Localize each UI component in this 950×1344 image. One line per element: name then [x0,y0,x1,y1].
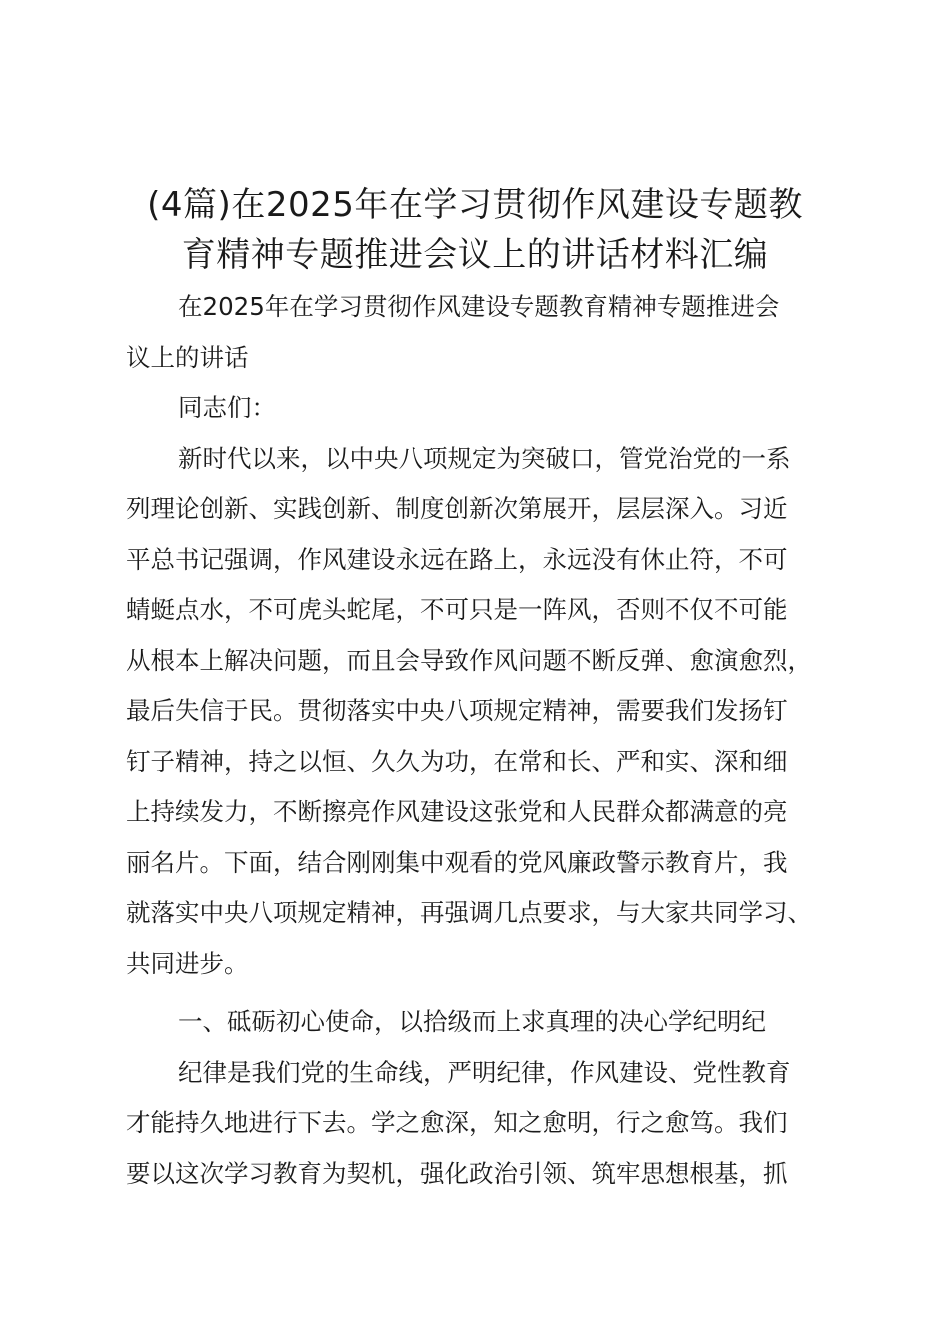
paragraph-line: 才能持久地进行下去。学之愈深，知之愈明，行之愈笃。我们 [126,1108,788,1137]
paragraph-line: 就落实中央八项规定精神，再强调几点要求，与大家共同学习、 [126,898,812,927]
salutation: 同志们： [178,393,276,422]
section-spacer [126,989,836,997]
paragraph-line: 蜻蜓点水，不可虎头蛇尾，不可只是一阵风，否则不仅不可能 [126,595,788,624]
document-body [126,282,836,1199]
paragraph-line: 钉子精神，持之以恒、久久为功，在常和长、严和实、深和细 [126,746,788,776]
paragraph-line: 新时代以来，以中央八项规定为突破口，管党治党的一系 [178,443,791,473]
subtitle-line-2: 议上的讲话 [126,342,249,372]
paragraph-line: 丽名片。下面，结合刚刚集中观看的党风廉政警示教育片，我 [126,847,788,877]
title-line-1: (4篇)在2025年在学习贯彻作风建设专题教 [147,185,803,225]
paragraph-line: 上持续发力，不断擦亮作风建设这张党和人民群众都满意的亮 [126,797,788,826]
document-title [100,180,850,280]
paragraph-line: 从根本上解决问题，而且会导致作风问题不断反弹、愈演愈烈， [126,645,812,675]
paragraph-line: 要以这次学习教育为契机，强化政治引领、筑牢思想根基，抓 [126,1158,788,1188]
title-line-2: 育精神专题推进会议上的讲话材料汇编 [181,235,769,275]
subtitle-line-1: 在2025年在学习贯彻作风建设专题教育精神专题推进会 [178,292,780,321]
paragraph-line: 纪律是我们党的生命线，严明纪律，作风建设、党性教育 [178,1057,791,1087]
paragraph-line: 列理论创新、实践创新、制度创新次第展开，层层深入。习近 [126,494,788,523]
section-heading: 一、砥砺初心使命，以拾级而上求真理的决心学纪明纪 [178,1007,766,1036]
paragraph-line: 共同进步。 [126,948,249,978]
paragraph-line: 最后失信于民。贯彻落实中央八项规定精神，需要我们发扬钉 [126,696,788,725]
paragraph-line: 平总书记强调，作风建设永远在路上，永远没有休止符，不可 [126,544,788,574]
